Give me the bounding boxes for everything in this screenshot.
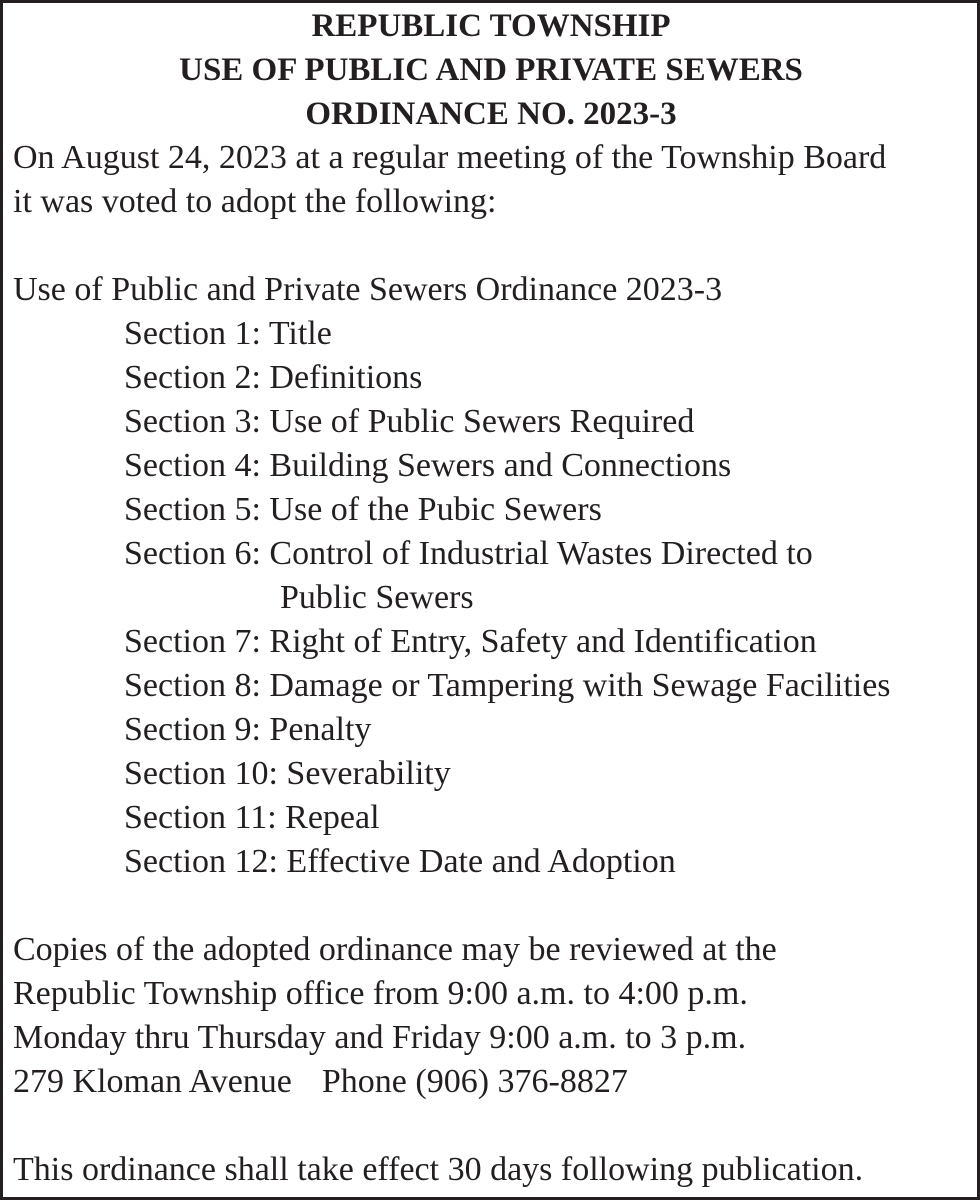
- section-item: Section 12: Effective Date and Adoption: [124, 843, 676, 880]
- effective-statement: This ordinance shall take effect 30 days following publication.: [13, 1151, 864, 1188]
- section-item: Section 9: Penalty: [124, 711, 372, 748]
- section-item: Section 3: Use of Public Sewers Required: [124, 403, 695, 440]
- section-item: Section 11: Repeal: [124, 799, 380, 836]
- contact-line: [13, 1060, 969, 1104]
- section-list: [13, 312, 969, 884]
- section-item: Section 4: Building Sewers and Connections: [124, 447, 732, 484]
- intro-line: it was voted to adopt the following:: [13, 183, 497, 220]
- section-item-continuation: Public Sewers: [280, 579, 474, 616]
- section-item: Section 6: Control of Industrial Wastes Directed to: [124, 535, 813, 572]
- section-item: Section 1: Title: [124, 315, 332, 352]
- ordinance-title: Use of Public and Private Sewers Ordinance 2023-3: [13, 271, 723, 308]
- copies-line: Copies of the adopted ordinance may be reviewed at the: [13, 931, 777, 968]
- office-hours-line: Monday thru Thursday and Friday 9:00 a.m. to 3 p.m.: [13, 1019, 747, 1056]
- township-name: REPUBLIC TOWNSHIP: [311, 8, 671, 44]
- spacer: [13, 884, 969, 928]
- section-item: Section 7: Right of Entry, Safety and Identification: [124, 623, 817, 660]
- section-item: Section 5: Use of the Pubic Sewers: [124, 491, 602, 528]
- section-item: Section 8: Damage or Tampering with Sewage Facilities: [124, 667, 891, 704]
- section-item: Section 2: Definitions: [124, 359, 423, 396]
- office-address: 279 Kloman Avenue: [13, 1063, 292, 1100]
- copies-paragraph: [13, 928, 969, 1104]
- office-hours-line: Republic Township office from 9:00 a.m. to 4:00 p.m.: [13, 975, 748, 1012]
- office-phone: Phone (906) 376-8827: [321, 1063, 628, 1100]
- spacer: [13, 224, 969, 268]
- notice-header: [13, 4, 969, 136]
- ordinance-subject: USE OF PUBLIC AND PRIVATE SEWERS: [179, 52, 803, 88]
- intro-paragraph: [13, 136, 969, 224]
- ordinance-number: ORDINANCE NO. 2023-3: [305, 96, 677, 132]
- intro-line: On August 24, 2023 at a regular meeting of the Township Board: [13, 139, 887, 176]
- spacer: [13, 1104, 969, 1148]
- section-item: Section 10: Severability: [124, 755, 451, 792]
